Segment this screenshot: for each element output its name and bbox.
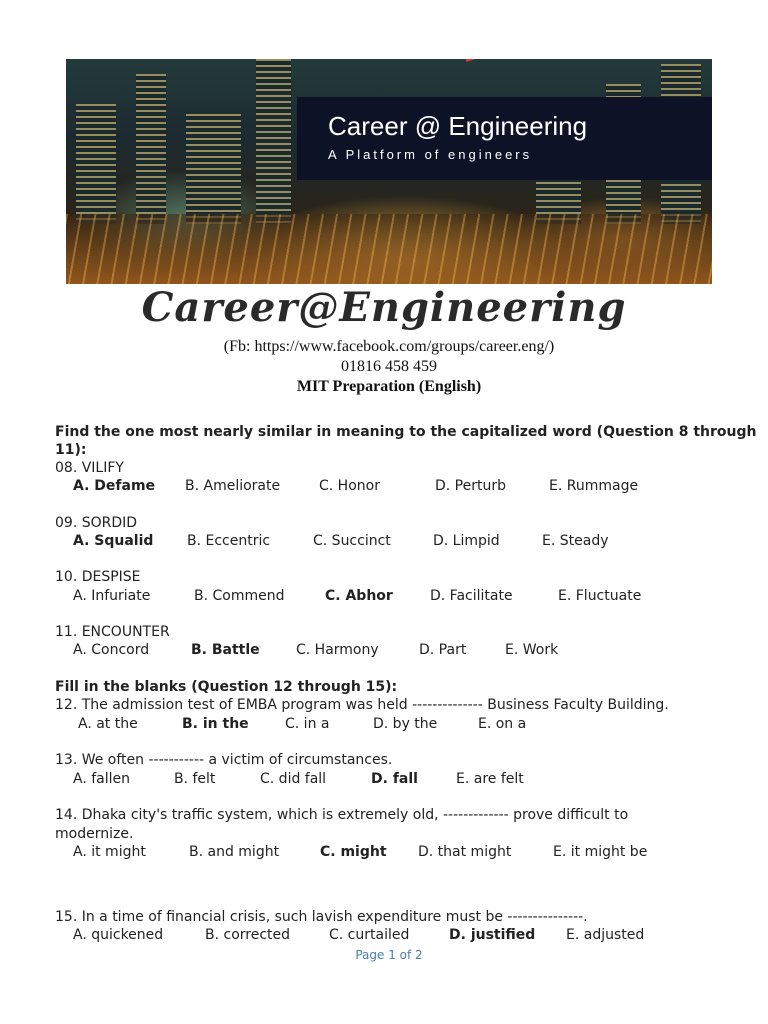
option: E. Steady [542,533,609,549]
option: B. Commend [194,588,285,604]
banner-street-lights [66,214,712,284]
option: A. quickened [73,927,164,943]
header-banner [66,59,712,284]
option: A. Squalid [73,533,154,549]
section2-heading: Fill in the blanks (Question 12 through 15): [55,679,398,695]
option: D. that might [418,844,512,860]
facebook-link[interactable]: (Fb: https://www.facebook.com/groups/career.eng/) [223,338,555,355]
question-prompt: 15. In a time of financial crisis, such lavish expenditure must be ---------------. [55,909,588,925]
option: B. in the [182,716,249,732]
banner-building [136,74,166,224]
option: D. by the [373,716,438,732]
option: C. curtailed [329,927,410,943]
banner-title: Career @ Engineering [328,111,588,141]
option: E. Work [505,642,559,658]
option: A. Defame [73,478,156,494]
option: E. are felt [456,771,524,787]
option: A. fallen [73,771,131,787]
option: C. Harmony [296,642,379,658]
banner-title-box [297,97,712,180]
option: E. Rummage [549,478,639,494]
option: D. justified [449,927,536,943]
option: C. in a [285,716,330,732]
question-prompt: 08. VILIFY [55,460,124,476]
section1-heading-cont: 11): [55,442,87,458]
section1-heading: Find the one most nearly similar in meaning to the capitalized word (Question 8 through [55,424,757,440]
page-number: Page 1 of 2 [355,948,423,962]
banner-building [76,104,116,224]
question-prompt: 10. DESPISE [55,569,141,585]
option: A. Infuriate [73,588,151,604]
option: B. Ameliorate [185,478,281,494]
banner-building [186,114,241,224]
option: C. Succinct [313,533,391,549]
option: D. Limpid [433,533,500,549]
phone-number: 01816 458 459 [341,358,437,375]
option: D. Part [419,642,467,658]
banner-light-streak [466,59,581,62]
question-prompt: 12. The admission test of EMBA program was held -------------- Business Faculty Building. [55,697,669,713]
question-prompt-cont: modernize. [55,826,134,842]
option: E. it might be [553,844,648,860]
question-prompt: 14. Dhaka city's traffic system, which is extremely old, ------------- prove difficult to [55,807,629,823]
option: B. corrected [205,927,291,943]
option: C. did fall [260,771,327,787]
option: C. Honor [319,478,380,494]
option: B. Battle [191,642,260,658]
option: D. Perturb [435,478,506,494]
subject-title: MIT Preparation (English) [296,378,482,395]
option: E. adjusted [566,927,645,943]
option: D. fall [371,771,418,787]
option: B. and might [189,844,280,860]
question-prompt: 09. SORDID [55,515,138,531]
logo-text: Career@Engineering [141,284,627,331]
banner-tagline: A Platform of engineers [328,147,533,162]
option: B. felt [174,771,216,787]
option: E. Fluctuate [558,588,642,604]
option: C. Abhor [325,588,393,604]
option: A. at the [78,716,138,732]
option: C. might [320,844,387,860]
question-prompt: 11. ENCOUNTER [55,624,170,640]
option: A. it might [73,844,146,860]
question-prompt: 13. We often ----------- a victim of circumstances. [55,752,393,768]
banner-building [256,59,291,224]
option: A. Concord [73,642,150,658]
option: B. Eccentric [187,533,271,549]
option: D. Facilitate [430,588,513,604]
option: E. on a [478,716,527,732]
